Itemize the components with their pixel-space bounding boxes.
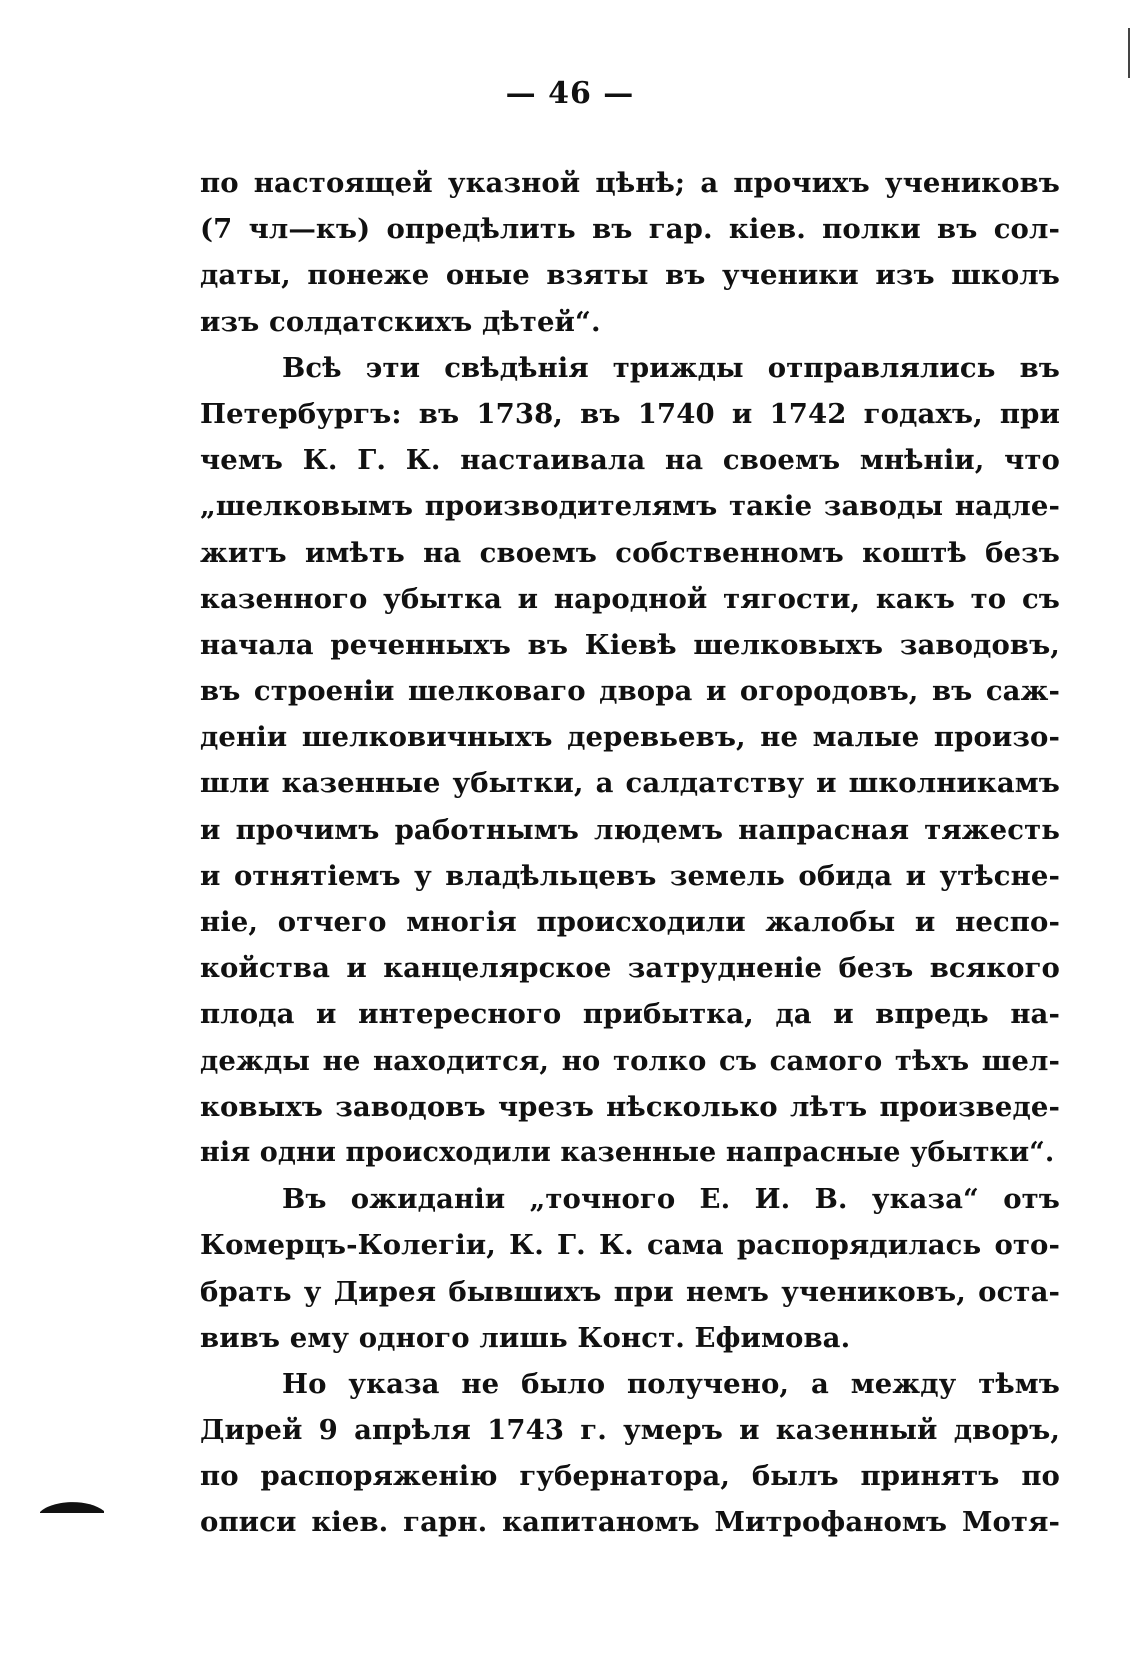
margin-smudge-mark <box>38 1496 106 1514</box>
text-line: шли казенные убытки, а салдатству и школникамъ <box>200 767 1060 800</box>
text-line: по распоряженію губернатора, былъ принятъ по <box>200 1460 1060 1493</box>
text-line: чемъ К. Г. К. настаивала на своемъ мнѣніи, что <box>200 444 1060 477</box>
scan-edge-line <box>1128 28 1130 78</box>
text-line: начала реченныхъ въ Кіевѣ шелковыхъ заводовъ, <box>200 628 1060 661</box>
text-line: Дирей 9 апрѣля 1743 г. умеръ и казенный дворъ, <box>200 1414 1060 1447</box>
text-line: Въ ожиданіи „точного Е. И. В. указа“ отъ <box>282 1183 1060 1216</box>
text-line: деніи шелковичныхъ деревьевъ, не малые произо- <box>200 721 1060 754</box>
text-line: житъ имѣть на своемъ собственномъ коштѣ безъ <box>200 536 1060 569</box>
text-line: дежды не находится, но толко съ самого тѣхъ шел- <box>200 1044 1060 1077</box>
text-line: брать у Дирея бывшихъ при немъ учениковъ, оста- <box>200 1275 1060 1308</box>
text-line: Петербургъ: въ 1738, въ 1740 и 1742 годахъ, при <box>200 397 1060 430</box>
text-line: ковыхъ заводовъ чрезъ нѣсколько лѣтъ произведе- <box>200 1090 1060 1123</box>
text-line: вивъ ему одного лишь Конст. Ефимова. <box>200 1321 851 1354</box>
text-line: по настоящей указной цѣнѣ; а прочихъ учениковъ <box>200 167 1060 199</box>
text-line: „шелковымъ производителямъ такіе заводы надле- <box>200 490 1060 523</box>
text-line: въ строеніи шелковаго двора и огородовъ, въ саж- <box>200 675 1060 708</box>
text-line: плода и интересного прибытка, да и впредь на- <box>200 998 1060 1031</box>
text-line: Всѣ эти свѣдѣнія трижды отправлялись въ <box>282 351 1060 384</box>
text-line: ніе, отчего многія происходили жалобы и неспо- <box>200 906 1060 938</box>
text-line: и отнятіемъ у владѣльцевъ земель обида и утѣсне- <box>200 859 1060 892</box>
text-line: изъ солдатскихъ дѣтей“. <box>200 305 601 338</box>
text-line: нія одни происходили казенные напрасные убытки“. <box>200 1136 1055 1168</box>
text-line: (7 чл—къ) опредѣлить въ гар. кіев. полки въ сол- <box>200 213 1060 246</box>
body-text <box>200 160 1060 1546</box>
text-line: и прочимъ работнымъ людемъ напрасная тяжесть <box>200 813 1060 846</box>
text-line: койства и канцелярское затрудненіе безъ всякого <box>200 952 1060 985</box>
page-number: — 46 — <box>505 76 635 111</box>
text-line: казенного убытка и народной тягости, какъ то съ <box>200 582 1060 615</box>
text-line: Но указа не было получено, а между тѣмъ <box>282 1367 1060 1400</box>
text-line: даты, понеже оные взяты въ ученики изъ школъ <box>200 259 1060 292</box>
text-line: Комерцъ-Колегіи, К. Г. К. сама распорядилась ото- <box>200 1229 1060 1262</box>
text-line: описи кіев. гарн. капитаномъ Митрофаномъ Мотя- <box>200 1506 1060 1539</box>
